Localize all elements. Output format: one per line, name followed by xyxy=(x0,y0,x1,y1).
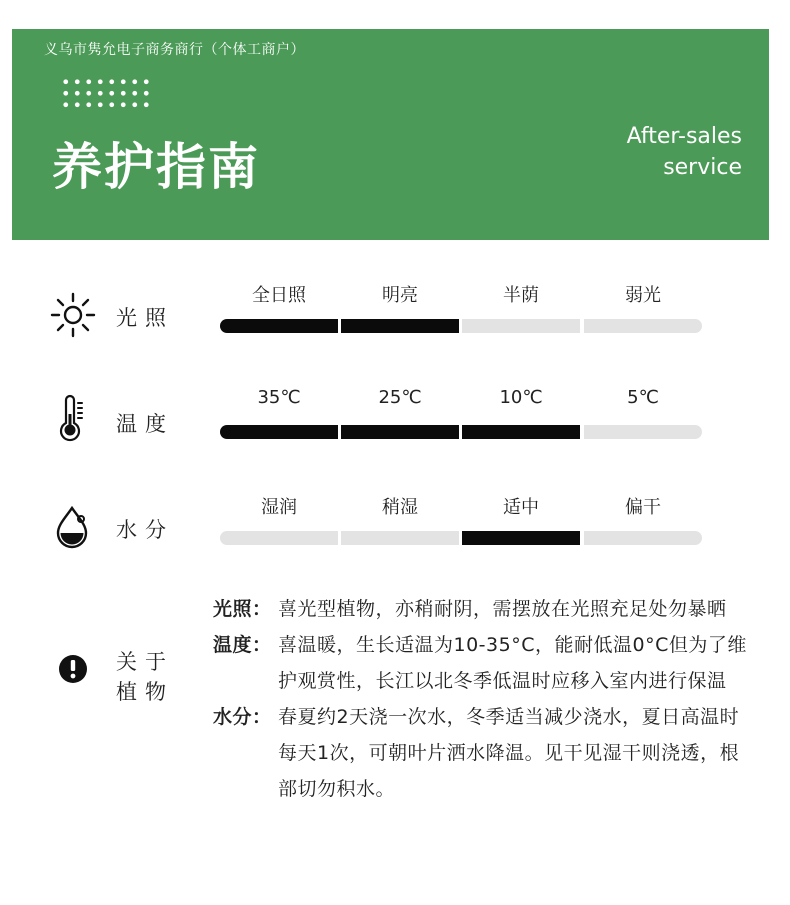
scale-level-label: 适中 xyxy=(503,497,539,518)
scale-segment xyxy=(220,425,338,439)
scale-level-label: 半荫 xyxy=(503,285,539,306)
scale-segment xyxy=(584,531,702,545)
scale-level-label: 稍湿 xyxy=(382,497,418,518)
note-key: 光照： xyxy=(213,598,272,620)
note-text: 喜温暖，生长适温为10-35°C，能耐低温0°C但为了维护观赏性，长江以北冬季低温时应移入室内进行保温 xyxy=(278,634,747,692)
subtitle-line-2: service xyxy=(663,155,742,180)
shop-name: 义乌市隽允电子商务商行（个体工商户） xyxy=(44,42,305,58)
page-title: 养护指南 xyxy=(52,138,260,196)
after-sales-subtitle xyxy=(627,121,742,183)
sun-icon xyxy=(49,291,97,339)
note-key: 温度： xyxy=(213,634,272,656)
scale-level-label: 10℃ xyxy=(499,387,543,408)
care-notes xyxy=(213,591,753,807)
light-scale xyxy=(220,281,702,341)
exclamation-icon xyxy=(58,654,88,684)
scale-segment xyxy=(462,425,580,439)
water-drop-icon xyxy=(48,503,96,551)
scale-segment xyxy=(584,319,702,333)
note-light xyxy=(213,591,753,627)
scale-segment xyxy=(220,531,338,545)
note-text: 喜光型植物，亦稍耐阴，需摆放在光照充足处勿暴晒 xyxy=(278,598,727,620)
header-banner xyxy=(12,29,769,240)
water-label: 水分 xyxy=(116,518,174,542)
scale-level-label: 弱光 xyxy=(625,285,661,306)
scale-level-label: 偏干 xyxy=(625,497,661,518)
scale-level-label: 25℃ xyxy=(378,387,422,408)
light-label: 光照 xyxy=(116,306,174,330)
about-label-line-2: 植物 xyxy=(116,680,174,704)
subtitle-line-1: After-sales xyxy=(626,124,742,149)
scale-segment xyxy=(341,531,459,545)
note-text: 春夏约2天浇一次水，冬季适当减少浇水，夏日高温时每天1次，可朝叶片洒水降温。见干见湿干则浇透，根部切勿积水。 xyxy=(278,706,740,800)
scale-segment xyxy=(462,531,580,545)
temperature-scale xyxy=(220,387,702,447)
scale-level-label: 湿润 xyxy=(261,497,297,518)
thermometer-icon xyxy=(46,394,94,442)
scale-level-label: 35℃ xyxy=(257,387,301,408)
scale-segment xyxy=(584,425,702,439)
about-plant-label xyxy=(116,647,186,707)
note-water xyxy=(213,699,753,807)
water-scale xyxy=(220,493,702,553)
scale-segment xyxy=(220,319,338,333)
scale-level-label: 5℃ xyxy=(627,387,659,408)
scale-segment xyxy=(462,319,580,333)
about-label-line-1: 关于 xyxy=(116,650,174,674)
dot-pattern xyxy=(60,76,150,112)
note-key: 水分： xyxy=(213,706,272,728)
note-temperature xyxy=(213,627,753,699)
scale-segment xyxy=(341,425,459,439)
temperature-label: 温度 xyxy=(116,412,174,436)
scale-level-label: 明亮 xyxy=(382,285,418,306)
scale-level-label: 全日照 xyxy=(252,285,306,306)
scale-segment xyxy=(341,319,459,333)
